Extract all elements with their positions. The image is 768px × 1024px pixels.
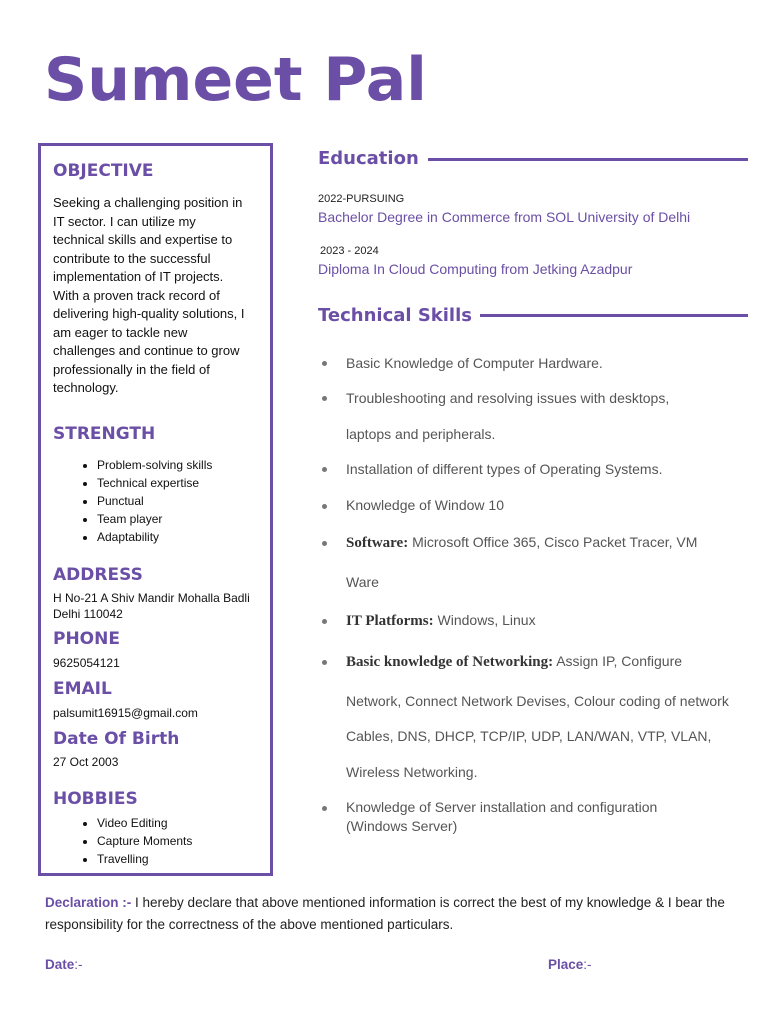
strength-list [77,456,212,546]
declaration-text: I hereby declare that above mentioned information is correct the best of my knowledge & I bear the responsibility for the correctness of the above mentioned particulars. [45,895,725,932]
strength-heading: STRENGTH [53,424,156,444]
list-item: • Technical expertise [97,474,212,492]
bullet-icon [322,660,327,665]
phone-value: 9625054121 [53,656,120,670]
candidate-name: Sumeet Pal [44,45,427,115]
education-heading: Education [318,148,419,169]
skill-item-continued: Network, Connect Network Devises, Colour coding of network [346,693,729,709]
list-item: • Capture Moments [97,832,192,850]
address-text: H No-21 A Shiv Mandir Mohalla Badli Delhi 110042 [53,591,250,621]
hobbies-heading: HOBBIES [53,789,138,809]
education-degree: Bachelor Degree in Commerce from SOL University of Delhi [318,209,691,225]
declaration-label: Declaration :- [45,895,132,910]
education-date: 2022-PURSUING [318,193,405,205]
dob-value: 27 Oct 2003 [53,755,119,769]
list-item: • Problem-solving skills [97,456,212,474]
bullet-icon [322,541,327,546]
education-degree: Diploma In Cloud Computing from Jetking Azadpur [318,261,633,277]
skill-item: Installation of different types of Operating Systems. [346,461,663,477]
bullet-icon [322,467,327,472]
bullet-icon [322,361,327,366]
left-sidebar [38,143,273,876]
skill-item-continued: Wireless Networking. [346,764,478,780]
skill-item: Knowledge of Window 10 [346,497,504,513]
place-field: Place:- [548,957,592,972]
email-value: palsumit16915@gmail.com [53,706,198,720]
bullet-icon [322,396,327,401]
phone-heading: PHONE [53,629,120,649]
email-heading: EMAIL [53,679,112,699]
skill-item: IT Platforms: Windows, Linux [346,612,536,629]
skill-item: Software: Microsoft Office 365, Cisco Packet Tracer, VM [346,534,698,551]
hobbies-list [77,814,192,868]
bullet-icon [322,806,327,811]
education-divider [428,158,748,161]
list-item: • Video Editing [97,814,192,832]
skill-item: Troubleshooting and resolving issues with desktops, [346,390,670,406]
list-item: • Travelling [97,850,192,868]
list-item: • Adaptability [97,528,212,546]
skill-item: Knowledge of Server installation and configuration (Windows Server) [346,799,658,834]
skill-item-continued: Ware [346,574,379,590]
skills-divider [480,314,748,317]
date-field: Date:- [45,957,83,972]
list-item: • Team player [97,510,212,528]
objective-text: Seeking a challenging position in IT sector. I can utilize my technical skills and expertise to contribute to the successful implementation of IT projects. With a proven track record of delivering high-quality solutions, I am eager to tackle new challenges and continue to grow professionally in the field of technology. [53,195,245,395]
objective-heading: OBJECTIVE [53,161,154,181]
address-heading: ADDRESS [53,565,143,585]
bullet-icon [322,619,327,624]
education-date: 2023 - 2024 [320,245,379,257]
dob-heading: Date Of Birth [53,729,180,749]
bullet-icon [322,504,327,509]
skills-heading: Technical Skills [318,305,472,326]
skill-item-continued: Cables, DNS, DHCP, TCP/IP, UDP, LAN/WAN, VTP, VLAN, [346,728,712,744]
skill-item: Basic Knowledge of Computer Hardware. [346,355,603,371]
skill-item: Basic knowledge of Networking: Assign IP, Configure [346,653,683,670]
skill-item-continued: laptops and peripherals. [346,426,496,442]
list-item: • Punctual [97,492,212,510]
declaration [45,892,735,936]
